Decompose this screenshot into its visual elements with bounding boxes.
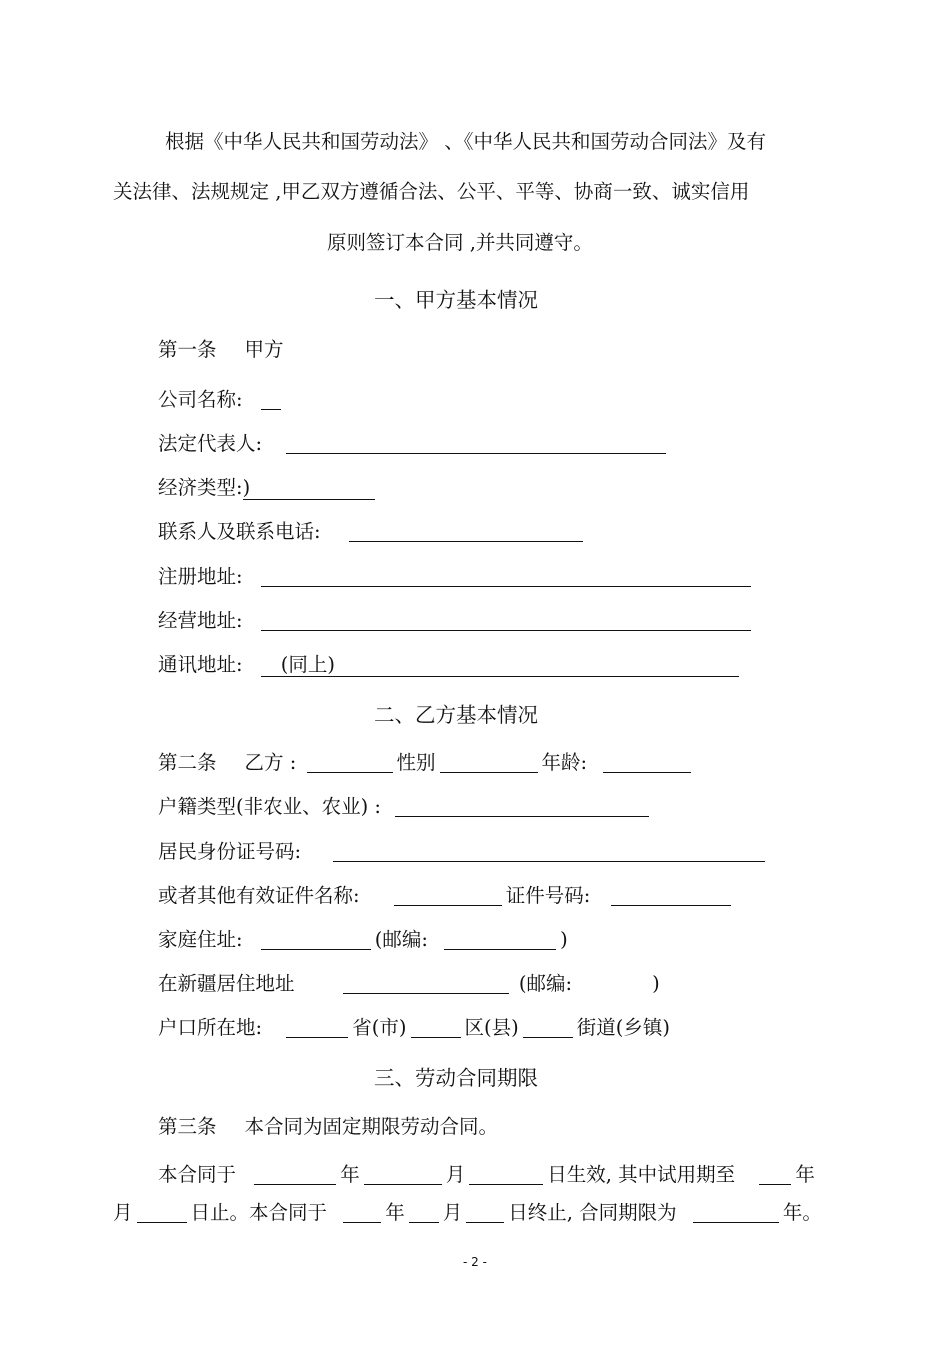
page-number: - 2 - (463, 1255, 487, 1269)
hukou-type-row (158, 797, 653, 817)
term-years-field[interactable] (693, 1221, 779, 1223)
province-label: 省(市) (352, 1016, 407, 1039)
start-day-field[interactable] (469, 1183, 543, 1185)
district-label: 区(县) (464, 1016, 519, 1039)
home-postcode-label: (邮编: (374, 928, 428, 951)
end-month-field[interactable] (409, 1221, 439, 1223)
term-line-2 (113, 1203, 822, 1223)
econ-type-value: ) (242, 476, 251, 499)
intro-line-1: 根据《中华人民共和国劳动法》 、《中华人民共和国劳动合同法》及有 (165, 130, 766, 153)
probation-day-field[interactable] (137, 1221, 187, 1223)
mail-addr-label: 通讯地址: (158, 653, 243, 676)
end-year-label: 年 (385, 1201, 405, 1224)
article-2-row (158, 753, 695, 773)
start-month-label: 月 (445, 1163, 466, 1186)
start-year-label: 年 (340, 1163, 360, 1186)
effective-label: 日生效, 其中试用期至 (547, 1163, 736, 1186)
probation-year-label: 年 (795, 1163, 815, 1186)
econ-type-field[interactable] (243, 478, 375, 500)
econ-type-row (158, 478, 375, 500)
hukou-type-field[interactable] (395, 815, 649, 817)
home-addr-row (158, 930, 568, 950)
probation-month-label: 月 (113, 1201, 133, 1224)
home-addr-label: 家庭住址: (158, 928, 243, 951)
end-day-field[interactable] (466, 1221, 504, 1223)
xj-postcode-label: (邮编: (518, 972, 573, 995)
intro-line-2: 关法律、法规规定 ,甲乙双方遵循合法、公平、平等、协商一致、诚实信用 (113, 180, 750, 203)
probation-until-label: 日止。本合同于 (190, 1201, 328, 1224)
mail-addr-row (158, 655, 739, 677)
age-label: 年龄: (541, 751, 588, 774)
company-name-field[interactable] (261, 408, 281, 410)
terminate-label: 日终止, 合同期限为 (508, 1201, 677, 1224)
doc-number-label: 证件号码: (505, 884, 591, 907)
term-start-label: 本合同于 (158, 1163, 237, 1186)
term-line-1 (158, 1165, 815, 1185)
home-postcode-close: ) (560, 928, 568, 951)
reg-addr-label: 注册地址: (158, 565, 243, 588)
xj-addr-label: 在新疆居住地址 (158, 972, 295, 995)
other-doc-row (158, 886, 735, 906)
article-3-text: 本合同为固定期限劳动合同。 (244, 1115, 499, 1138)
mail-addr-field[interactable] (261, 655, 739, 677)
article-3-row (158, 1117, 498, 1137)
company-name-label: 公司名称: (158, 388, 243, 411)
id-number-field[interactable] (333, 860, 765, 862)
company-name-row (158, 390, 285, 410)
biz-addr-row (158, 611, 755, 631)
party-a-label: 甲方 (244, 338, 284, 361)
intro-line-3: 原则签订本合同 ,并共同遵守。 (327, 231, 593, 254)
probation-year-field[interactable] (759, 1183, 791, 1185)
contact-field[interactable] (349, 540, 583, 542)
section-2-heading: 二、乙方基本情况 (374, 703, 538, 727)
article-1 (158, 340, 284, 360)
econ-type-label: 经济类型: (158, 476, 243, 499)
hukou-location-row (158, 1018, 670, 1038)
end-year-field[interactable] (343, 1221, 381, 1223)
xj-addr-row (158, 974, 660, 994)
id-number-label: 居民身份证号码: (158, 840, 302, 863)
street-label: 街道(乡镇) (576, 1016, 670, 1039)
street-field[interactable] (523, 1036, 573, 1038)
term-years-label: 年。 (782, 1201, 822, 1224)
contact-row (158, 522, 587, 542)
home-addr-field[interactable] (261, 948, 371, 950)
start-year-field[interactable] (254, 1183, 336, 1185)
other-doc-label: 或者其他有效证件名称: (158, 884, 360, 907)
reg-addr-field[interactable] (261, 585, 751, 587)
section-3-heading: 三、劳动合同期限 (374, 1066, 538, 1090)
section-1-heading: 一、甲方基本情况 (374, 288, 538, 312)
doc-number-field[interactable] (611, 904, 731, 906)
biz-addr-label: 经营地址: (158, 609, 243, 632)
id-number-row (158, 842, 769, 862)
xj-addr-field[interactable] (343, 992, 509, 994)
hukou-location-label: 户口所在地: (158, 1016, 263, 1039)
legal-rep-label: 法定代表人: (158, 432, 263, 455)
party-b-label: 乙方 : (244, 751, 297, 774)
party-b-name-field[interactable] (307, 771, 393, 773)
article-3-number: 第三条 (158, 1115, 217, 1138)
gender-field[interactable] (440, 771, 538, 773)
hukou-type-label: 户籍类型(非农业、农业) : (158, 795, 381, 818)
home-postcode-field[interactable] (444, 948, 556, 950)
article-1-number: 第一条 (158, 338, 217, 361)
xj-postcode-close: ) (652, 972, 660, 995)
province-field[interactable] (286, 1036, 348, 1038)
mail-addr-value: (同上) (280, 653, 335, 676)
district-field[interactable] (411, 1036, 461, 1038)
legal-rep-row (158, 434, 670, 454)
age-field[interactable] (603, 771, 691, 773)
reg-addr-row (158, 567, 755, 587)
end-month-label: 月 (442, 1201, 463, 1224)
gender-label: 性别 (396, 751, 436, 774)
biz-addr-field[interactable] (261, 629, 751, 631)
start-month-field[interactable] (364, 1183, 442, 1185)
legal-rep-field[interactable] (286, 452, 666, 454)
contact-label: 联系人及联系电话: (158, 520, 321, 543)
article-2-number: 第二条 (158, 751, 217, 774)
other-doc-field[interactable] (394, 904, 502, 906)
